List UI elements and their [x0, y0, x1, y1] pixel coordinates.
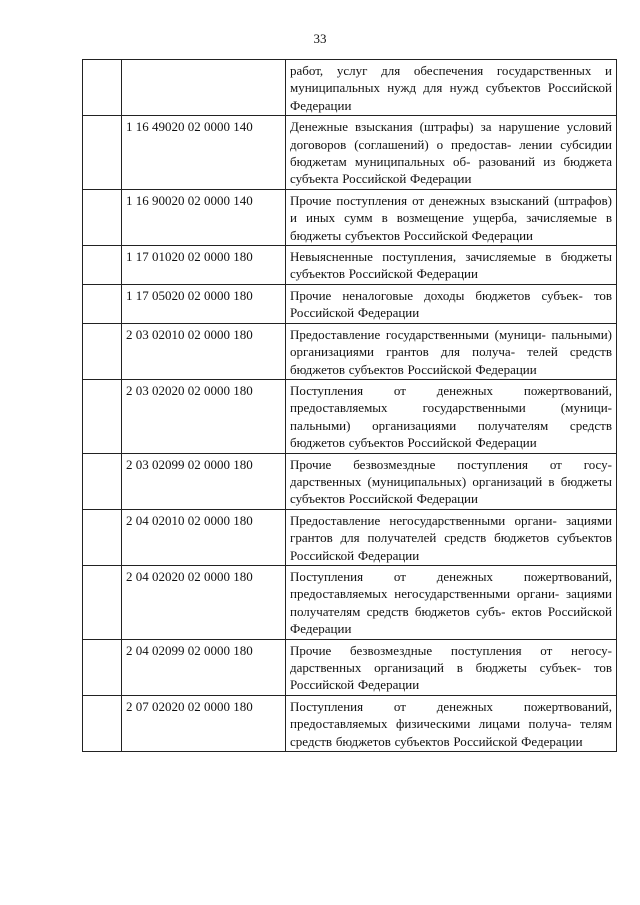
empty-cell [83, 246, 122, 285]
empty-cell [83, 323, 122, 379]
code-cell: 1 17 01020 02 0000 180 [122, 246, 286, 285]
description-line: телям средств бюджетов субъектов Российской [290, 716, 613, 749]
description-cell [286, 246, 617, 285]
table-row [83, 509, 617, 565]
description-line: Федерации [475, 361, 537, 377]
empty-cell [83, 189, 122, 245]
description-cell [286, 60, 617, 116]
description-line: пальными) организациями грантов для получа- [290, 326, 613, 360]
description-line: лении субсидии бюджетам муниципальных об- [290, 136, 612, 170]
description-line: Российской Федерации [290, 80, 612, 113]
code-cell: 2 03 02099 02 0000 180 [122, 453, 286, 509]
description-line: ектов Российской Федерации [290, 603, 612, 637]
empty-cell [83, 453, 122, 509]
description-line: Поступления от денежных пожертвований, [290, 382, 612, 398]
table-row [83, 323, 617, 379]
table-row [83, 246, 617, 285]
description-line: зациями грантов для получателей средств [290, 512, 612, 546]
description-line: предоставляемых негосударственными органи- [290, 586, 560, 602]
code-cell [122, 60, 286, 116]
description-line: бюджеты субъектов Российской Федерации [290, 249, 612, 282]
description-cell [286, 565, 617, 639]
description-line: (штрафов) и иных сумм в возмещение ущерба, [290, 192, 613, 226]
revenue-codes-table [82, 59, 617, 752]
description-line: работ, услуг для обеспечения государственных [290, 63, 592, 78]
table-row [83, 639, 617, 695]
description-line: бюджетов субъектов Российской Федерации [290, 435, 537, 451]
table-row [83, 565, 617, 639]
description-line: Невыясненные поступления, зачисляемые в [290, 249, 552, 265]
description-line: предоставляемых государственными (муници- [290, 400, 612, 416]
empty-cell [83, 60, 122, 116]
description-cell [286, 453, 617, 509]
description-line: дарственных (муниципальных) организаций в [290, 473, 555, 489]
description-line: тов Российской Федерации [290, 287, 612, 321]
code-cell: 1 17 05020 02 0000 180 [122, 284, 286, 323]
code-cell: 2 03 02010 02 0000 180 [122, 323, 286, 379]
description-line: Поступления от денежных пожертвований, [290, 568, 612, 584]
description-cell [286, 639, 617, 695]
code-cell: 1 16 90020 02 0000 140 [122, 189, 286, 245]
description-line: Прочие неналоговые доходы бюджетов субъек- [290, 287, 583, 303]
page-number: 33 [313, 31, 327, 46]
empty-cell [83, 565, 122, 639]
table-row [83, 284, 617, 323]
table-body [83, 60, 617, 752]
description-line: Предоставление негосударственными органи- [290, 512, 557, 528]
description-line: бюджеты субъектов Российской Федерации [290, 473, 612, 507]
description-line: бюджетов субъектов Российской Федерации [290, 530, 612, 563]
description-line: зациями получателям средств бюджетов субъ- [290, 586, 612, 619]
empty-cell [83, 695, 122, 751]
description-line: зачисляемые в бюджеты субъектов Российской [290, 210, 613, 243]
description-line: и муниципальных нужд для нужд субъектов [290, 63, 612, 96]
table-row [83, 379, 617, 453]
description-line: Прочие безвозмездные поступления от госу- [290, 456, 612, 472]
description-cell [286, 116, 617, 190]
table-row [83, 116, 617, 190]
description-line: Федерации [471, 227, 534, 243]
empty-cell [83, 379, 122, 453]
description-line: телей средств бюджетов субъектов Российской [290, 344, 612, 377]
description-line: Федерации [410, 171, 472, 187]
description-line: Федерации [521, 733, 583, 749]
description-cell [286, 509, 617, 565]
code-cell: 2 04 02099 02 0000 180 [122, 639, 286, 695]
table-row [83, 453, 617, 509]
description-line: разований из бюджета субъекта Российской [290, 154, 612, 187]
code-cell: 2 07 02020 02 0000 180 [122, 695, 286, 751]
description-line: Денежные взыскания (штрафы) за нарушение [290, 119, 560, 135]
description-cell [286, 284, 617, 323]
description-cell [286, 695, 617, 751]
description-line: дарственных организаций в бюджеты субъек- [290, 660, 582, 675]
table-row [83, 695, 617, 751]
description-line: Прочие поступления от денежных взысканий [290, 192, 550, 208]
description-cell [286, 379, 617, 453]
description-line: пальными) организациями получателям средств [290, 417, 612, 433]
empty-cell [83, 639, 122, 695]
description-line: тов Российской Федерации [290, 660, 612, 693]
description-line: условий договоров (соглашений) о предостав- [290, 119, 613, 152]
description-line: Поступления от денежных пожертвований, [290, 698, 612, 714]
code-cell: 2 04 02010 02 0000 180 [122, 509, 286, 565]
table-row [83, 60, 617, 116]
description-line: Предоставление государственными (муници- [290, 326, 546, 342]
table-row [83, 189, 617, 245]
code-cell: 2 04 02020 02 0000 180 [122, 565, 286, 639]
empty-cell [83, 284, 122, 323]
code-cell: 1 16 49020 02 0000 140 [122, 116, 286, 190]
empty-cell [83, 116, 122, 190]
description-cell [286, 189, 617, 245]
empty-cell [83, 509, 122, 565]
description-cell [286, 323, 617, 379]
description-line: Прочие безвозмездные поступления от негосу- [290, 642, 612, 658]
description-line: предоставляемых физическими лицами получа- [290, 716, 572, 732]
code-cell: 2 03 02020 02 0000 180 [122, 379, 286, 453]
